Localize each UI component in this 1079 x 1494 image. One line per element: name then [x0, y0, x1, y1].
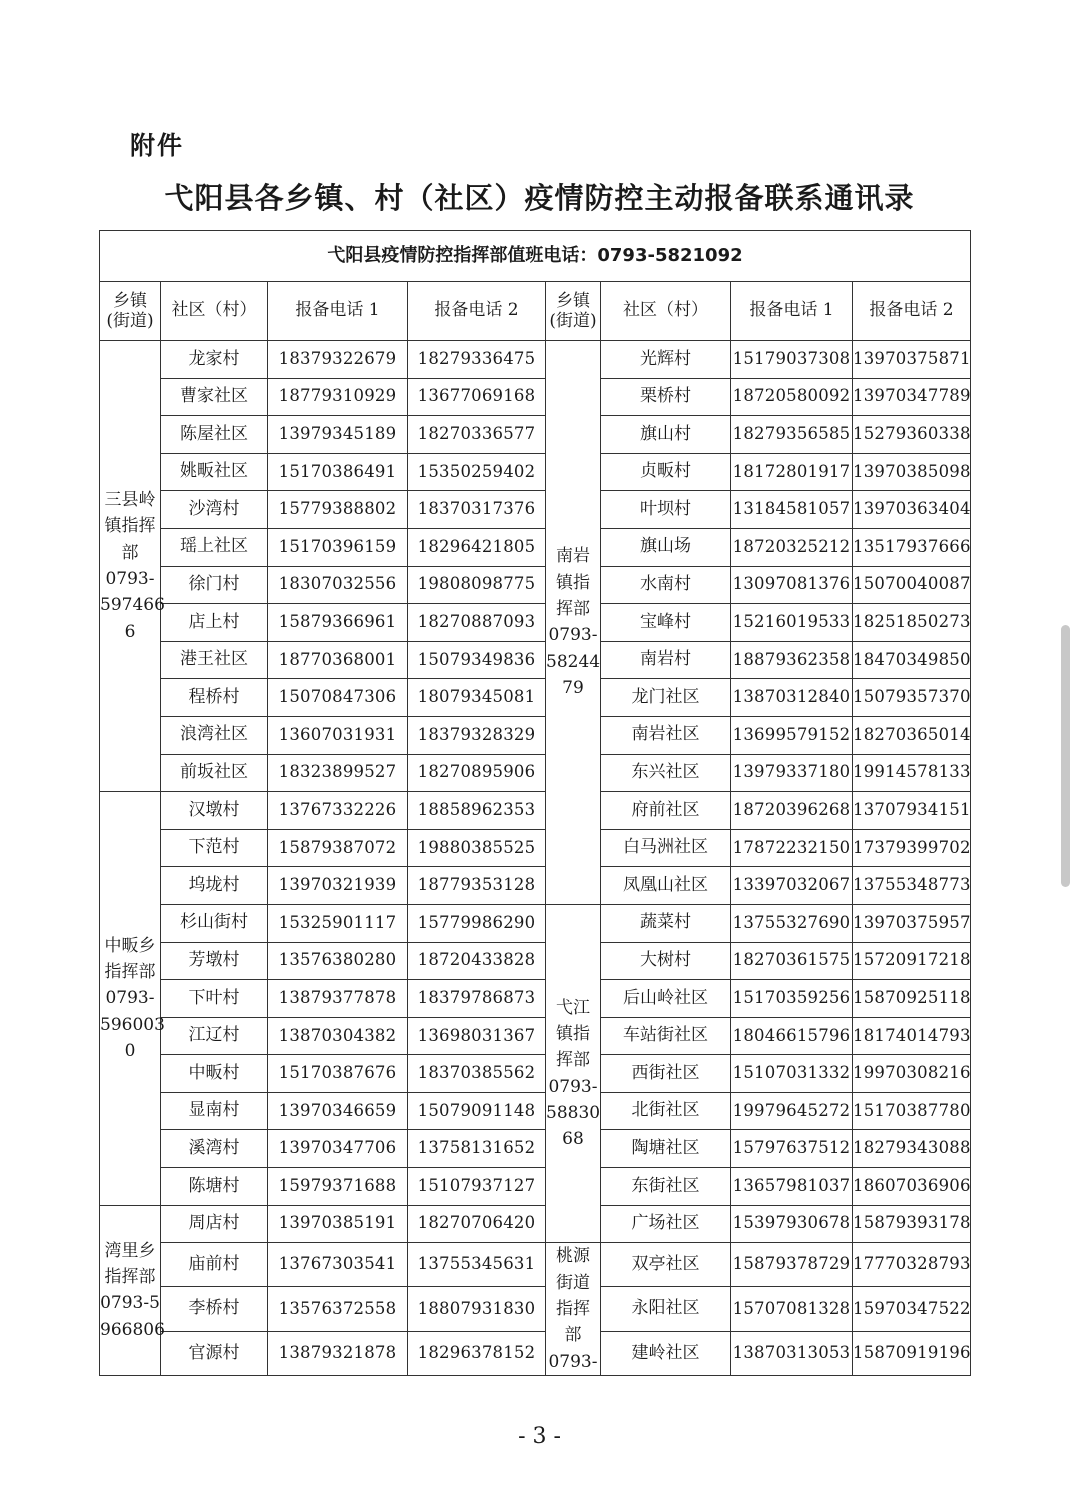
phone-1: 13970347706 [268, 1130, 408, 1168]
community-name: 官源村 [161, 1331, 268, 1375]
community-name: 江辽村 [161, 1017, 268, 1055]
document-title: 弋阳县各乡镇、村（社区）疫情防控主动报备联系通讯录 [164, 181, 915, 215]
table-row [100, 1205, 971, 1243]
phone-2: 18370317376 [408, 491, 546, 529]
phone-1: 15170396159 [268, 528, 408, 566]
phone-2: 18720433828 [408, 942, 546, 980]
phone-1: 18046615796 [731, 1017, 853, 1055]
phone-2: 17379399702 [853, 829, 971, 867]
community-name: 沙湾村 [161, 491, 268, 529]
phone-1: 18770368001 [268, 641, 408, 679]
phone-1: 18270361575 [731, 942, 853, 980]
phone-1: 13097081376 [731, 566, 853, 604]
community-name: 建岭社区 [601, 1331, 731, 1375]
phone-2: 19808098775 [408, 566, 546, 604]
phone-1: 18307032556 [268, 566, 408, 604]
table-row [100, 867, 971, 905]
table-row [100, 754, 971, 792]
community-name: 陈屋社区 [161, 416, 268, 454]
phone-2: 18270336577 [408, 416, 546, 454]
community-name: 贞畈村 [601, 453, 731, 491]
township-cell: 湾里乡 指挥部 0793-5 966806 [100, 1205, 161, 1375]
phone-1: 15879387072 [268, 829, 408, 867]
phone-2: 15350259402 [408, 453, 546, 491]
community-name: 下范村 [161, 829, 268, 867]
phone-2: 18251850273 [853, 604, 971, 642]
phone-2: 18779353128 [408, 867, 546, 905]
phone-2: 13755345631 [408, 1243, 546, 1287]
phone-2: 15170387780 [853, 1092, 971, 1130]
phone-1: 19979645272 [731, 1092, 853, 1130]
phone-2: 15970347522 [853, 1287, 971, 1331]
community-name: 下叶村 [161, 980, 268, 1018]
phone-1: 15797637512 [731, 1130, 853, 1168]
community-name: 姚畈社区 [161, 453, 268, 491]
phone-1: 13184581057 [731, 491, 853, 529]
phone-1: 13576372558 [268, 1287, 408, 1331]
community-name: 叶坝村 [601, 491, 731, 529]
table-row [100, 904, 971, 942]
community-name: 坞垅村 [161, 867, 268, 905]
table-row [100, 980, 971, 1018]
community-name: 李桥村 [161, 1287, 268, 1331]
community-name: 庙前村 [161, 1243, 268, 1287]
column-header: 报备电话 2 [853, 282, 971, 341]
table-row [100, 641, 971, 679]
phone-1: 15879366961 [268, 604, 408, 642]
table-row [100, 1130, 971, 1168]
phone-1: 15979371688 [268, 1168, 408, 1206]
table-row [100, 1243, 971, 1287]
community-name: 后山岭社区 [601, 980, 731, 1018]
table-row [100, 1017, 971, 1055]
phone-1: 15170359256 [731, 980, 853, 1018]
township-cell: 弋江 镇指 挥部 0793- 58830 68 [546, 904, 601, 1242]
phone-2: 15079091148 [408, 1092, 546, 1130]
community-name: 店上村 [161, 604, 268, 642]
phone-2: 18470349850 [853, 641, 971, 679]
community-name: 龙门社区 [601, 679, 731, 717]
community-name: 陈塘村 [161, 1168, 268, 1206]
phone-1: 18379322679 [268, 341, 408, 379]
phone-1: 15170387676 [268, 1055, 408, 1093]
attachment-label: 附件 [130, 131, 185, 160]
phone-1: 13657981037 [731, 1168, 853, 1206]
township-cell: 中畈乡 指挥部 0793- 596003 0 [100, 792, 161, 1206]
phone-1: 13397032067 [731, 867, 853, 905]
table-row [100, 1092, 971, 1130]
table-row [100, 942, 971, 980]
phone-1: 15879378729 [731, 1243, 853, 1287]
community-name: 旗山村 [601, 416, 731, 454]
community-name: 北街社区 [601, 1092, 731, 1130]
community-name: 宝峰村 [601, 604, 731, 642]
phone-1: 18779310929 [268, 378, 408, 416]
phone-2: 15070040087 [853, 566, 971, 604]
phone-2: 18379328329 [408, 716, 546, 754]
phone-1: 15170386491 [268, 453, 408, 491]
phone-1: 15779388802 [268, 491, 408, 529]
community-name: 龙家村 [161, 341, 268, 379]
township-cell: 桃源 街道 指挥 部 0793- [546, 1243, 601, 1376]
community-name: 陶塘社区 [601, 1130, 731, 1168]
community-name: 前坂社区 [161, 754, 268, 792]
phone-2: 18379786873 [408, 980, 546, 1018]
column-header: 报备电话 1 [268, 282, 408, 341]
phone-1: 15179037308 [731, 341, 853, 379]
phone-2: 19970308216 [853, 1055, 971, 1093]
phone-2: 18079345081 [408, 679, 546, 717]
phone-2: 19914578133 [853, 754, 971, 792]
table-row [100, 829, 971, 867]
community-name: 广场社区 [601, 1205, 731, 1243]
phone-1: 18720396268 [731, 792, 853, 830]
phone-2: 15879393178 [853, 1205, 971, 1243]
community-name: 显南村 [161, 1092, 268, 1130]
community-name: 周店村 [161, 1205, 268, 1243]
phone-2: 15779986290 [408, 904, 546, 942]
phone-1: 15070847306 [268, 679, 408, 717]
community-name: 车站街社区 [601, 1017, 731, 1055]
phone-1: 18720325212 [731, 528, 853, 566]
phone-2: 18270706420 [408, 1205, 546, 1243]
column-header: 乡镇 (街道) [546, 282, 601, 341]
community-name: 芳墩村 [161, 942, 268, 980]
community-name: 西街社区 [601, 1055, 731, 1093]
phone-2: 18270895906 [408, 754, 546, 792]
phone-1: 13870304382 [268, 1017, 408, 1055]
phone-1: 13870312840 [731, 679, 853, 717]
phone-1: 13607031931 [268, 716, 408, 754]
phone-2: 13677069168 [408, 378, 546, 416]
township-cell: 南岩 镇指 挥部 0793- 58244 79 [546, 341, 601, 905]
phone-2: 15079357370 [853, 679, 971, 717]
community-name: 瑶上社区 [161, 528, 268, 566]
phone-1: 13879377878 [268, 980, 408, 1018]
community-name: 东街社区 [601, 1168, 731, 1206]
column-header: 乡镇 (街道) [100, 282, 161, 341]
phone-1: 13979345189 [268, 416, 408, 454]
community-name: 程桥村 [161, 679, 268, 717]
phone-1: 18720580092 [731, 378, 853, 416]
table-row [100, 604, 971, 642]
table-row [100, 491, 971, 529]
phone-2: 15079349836 [408, 641, 546, 679]
phone-2: 18607036906 [853, 1168, 971, 1206]
community-name: 南岩村 [601, 641, 731, 679]
phone-1: 17872232150 [731, 829, 853, 867]
phone-2: 15279360338 [853, 416, 971, 454]
community-name: 永阳社区 [601, 1287, 731, 1331]
community-name: 光辉村 [601, 341, 731, 379]
community-name: 凤凰山社区 [601, 867, 731, 905]
community-name: 汉墩村 [161, 792, 268, 830]
phone-2: 19880385525 [408, 829, 546, 867]
phone-1: 13699579152 [731, 716, 853, 754]
table-row [100, 1168, 971, 1206]
table-row [100, 792, 971, 830]
phone-1: 15107031332 [731, 1055, 853, 1093]
phone-1: 18172801917 [731, 453, 853, 491]
table-row [100, 416, 971, 454]
community-name: 杉山街村 [161, 904, 268, 942]
phone-1: 18323899527 [268, 754, 408, 792]
phone-1: 13576380280 [268, 942, 408, 980]
phone-1: 13767303541 [268, 1243, 408, 1287]
phone-2: 13758131652 [408, 1130, 546, 1168]
phone-2: 18858962353 [408, 792, 546, 830]
phone-2: 18370385562 [408, 1055, 546, 1093]
phone-2: 18296421805 [408, 528, 546, 566]
phone-2: 13970375957 [853, 904, 971, 942]
table-row [100, 528, 971, 566]
phone-1: 15216019533 [731, 604, 853, 642]
community-name: 徐门村 [161, 566, 268, 604]
community-name: 栗桥村 [601, 378, 731, 416]
phone-2: 13517937666 [853, 528, 971, 566]
community-name: 白马洲社区 [601, 829, 731, 867]
phone-2: 13970363404 [853, 491, 971, 529]
column-header: 社区（村） [601, 282, 731, 341]
phone-1: 13970385191 [268, 1205, 408, 1243]
community-name: 旗山场 [601, 528, 731, 566]
table-row [100, 679, 971, 717]
phone-1: 13970321939 [268, 867, 408, 905]
table-row [100, 341, 971, 379]
phone-2: 18270887093 [408, 604, 546, 642]
phone-2: 18296378152 [408, 1331, 546, 1375]
community-name: 双亭社区 [601, 1243, 731, 1287]
table-row [100, 1055, 971, 1093]
phone-2: 13970347789 [853, 378, 971, 416]
community-name: 府前社区 [601, 792, 731, 830]
phone-1: 18879362358 [731, 641, 853, 679]
phone-2: 15107937127 [408, 1168, 546, 1206]
table-row [100, 378, 971, 416]
table-row [100, 453, 971, 491]
phone-2: 18279343088 [853, 1130, 971, 1168]
phone-2: 13755348773 [853, 867, 971, 905]
phone-2: 13707934151 [853, 792, 971, 830]
community-name: 曹家社区 [161, 378, 268, 416]
phone-1: 15397930678 [731, 1205, 853, 1243]
page-number: - 3 - [518, 1424, 561, 1449]
phone-2: 13970385098 [853, 453, 971, 491]
community-name: 水南村 [601, 566, 731, 604]
phone-1: 13879321878 [268, 1331, 408, 1375]
phone-2: 13698031367 [408, 1017, 546, 1055]
phone-2: 18807931830 [408, 1287, 546, 1331]
table-row [100, 566, 971, 604]
phone-1: 15707081328 [731, 1287, 853, 1331]
township-cell: 三县岭 镇指挥 部 0793- 597466 6 [100, 341, 161, 792]
phone-1: 13970346659 [268, 1092, 408, 1130]
phone-1: 13870313053 [731, 1331, 853, 1375]
community-name: 蔬菜村 [601, 904, 731, 942]
community-name: 溪湾村 [161, 1130, 268, 1168]
table-row [100, 1287, 971, 1331]
phone-1: 18279356585 [731, 416, 853, 454]
phone-2: 18279336475 [408, 341, 546, 379]
community-name: 港王社区 [161, 641, 268, 679]
community-name: 浪湾社区 [161, 716, 268, 754]
table-row [100, 716, 971, 754]
scrollbar-thumb[interactable] [1061, 625, 1070, 887]
community-name: 东兴社区 [601, 754, 731, 792]
phone-2: 18270365014 [853, 716, 971, 754]
hotline-row: 弋阳县疫情防控指挥部值班电话：0793-5821092 [100, 231, 971, 282]
community-name: 中畈村 [161, 1055, 268, 1093]
community-name: 南岩社区 [601, 716, 731, 754]
phone-2: 15870919196 [853, 1331, 971, 1375]
column-header: 报备电话 1 [731, 282, 853, 341]
phone-1: 13979337180 [731, 754, 853, 792]
phone-1: 13755327690 [731, 904, 853, 942]
phone-2: 18174014793 [853, 1017, 971, 1055]
phone-2: 13970375871 [853, 341, 971, 379]
contact-table [99, 230, 971, 1376]
phone-2: 15870925118 [853, 980, 971, 1018]
phone-1: 15325901117 [268, 904, 408, 942]
table-row [100, 1331, 971, 1375]
column-header: 社区（村） [161, 282, 268, 341]
phone-1: 13767332226 [268, 792, 408, 830]
phone-2: 15720917218 [853, 942, 971, 980]
phone-2: 17770328793 [853, 1243, 971, 1287]
column-header: 报备电话 2 [408, 282, 546, 341]
community-name: 大树村 [601, 942, 731, 980]
